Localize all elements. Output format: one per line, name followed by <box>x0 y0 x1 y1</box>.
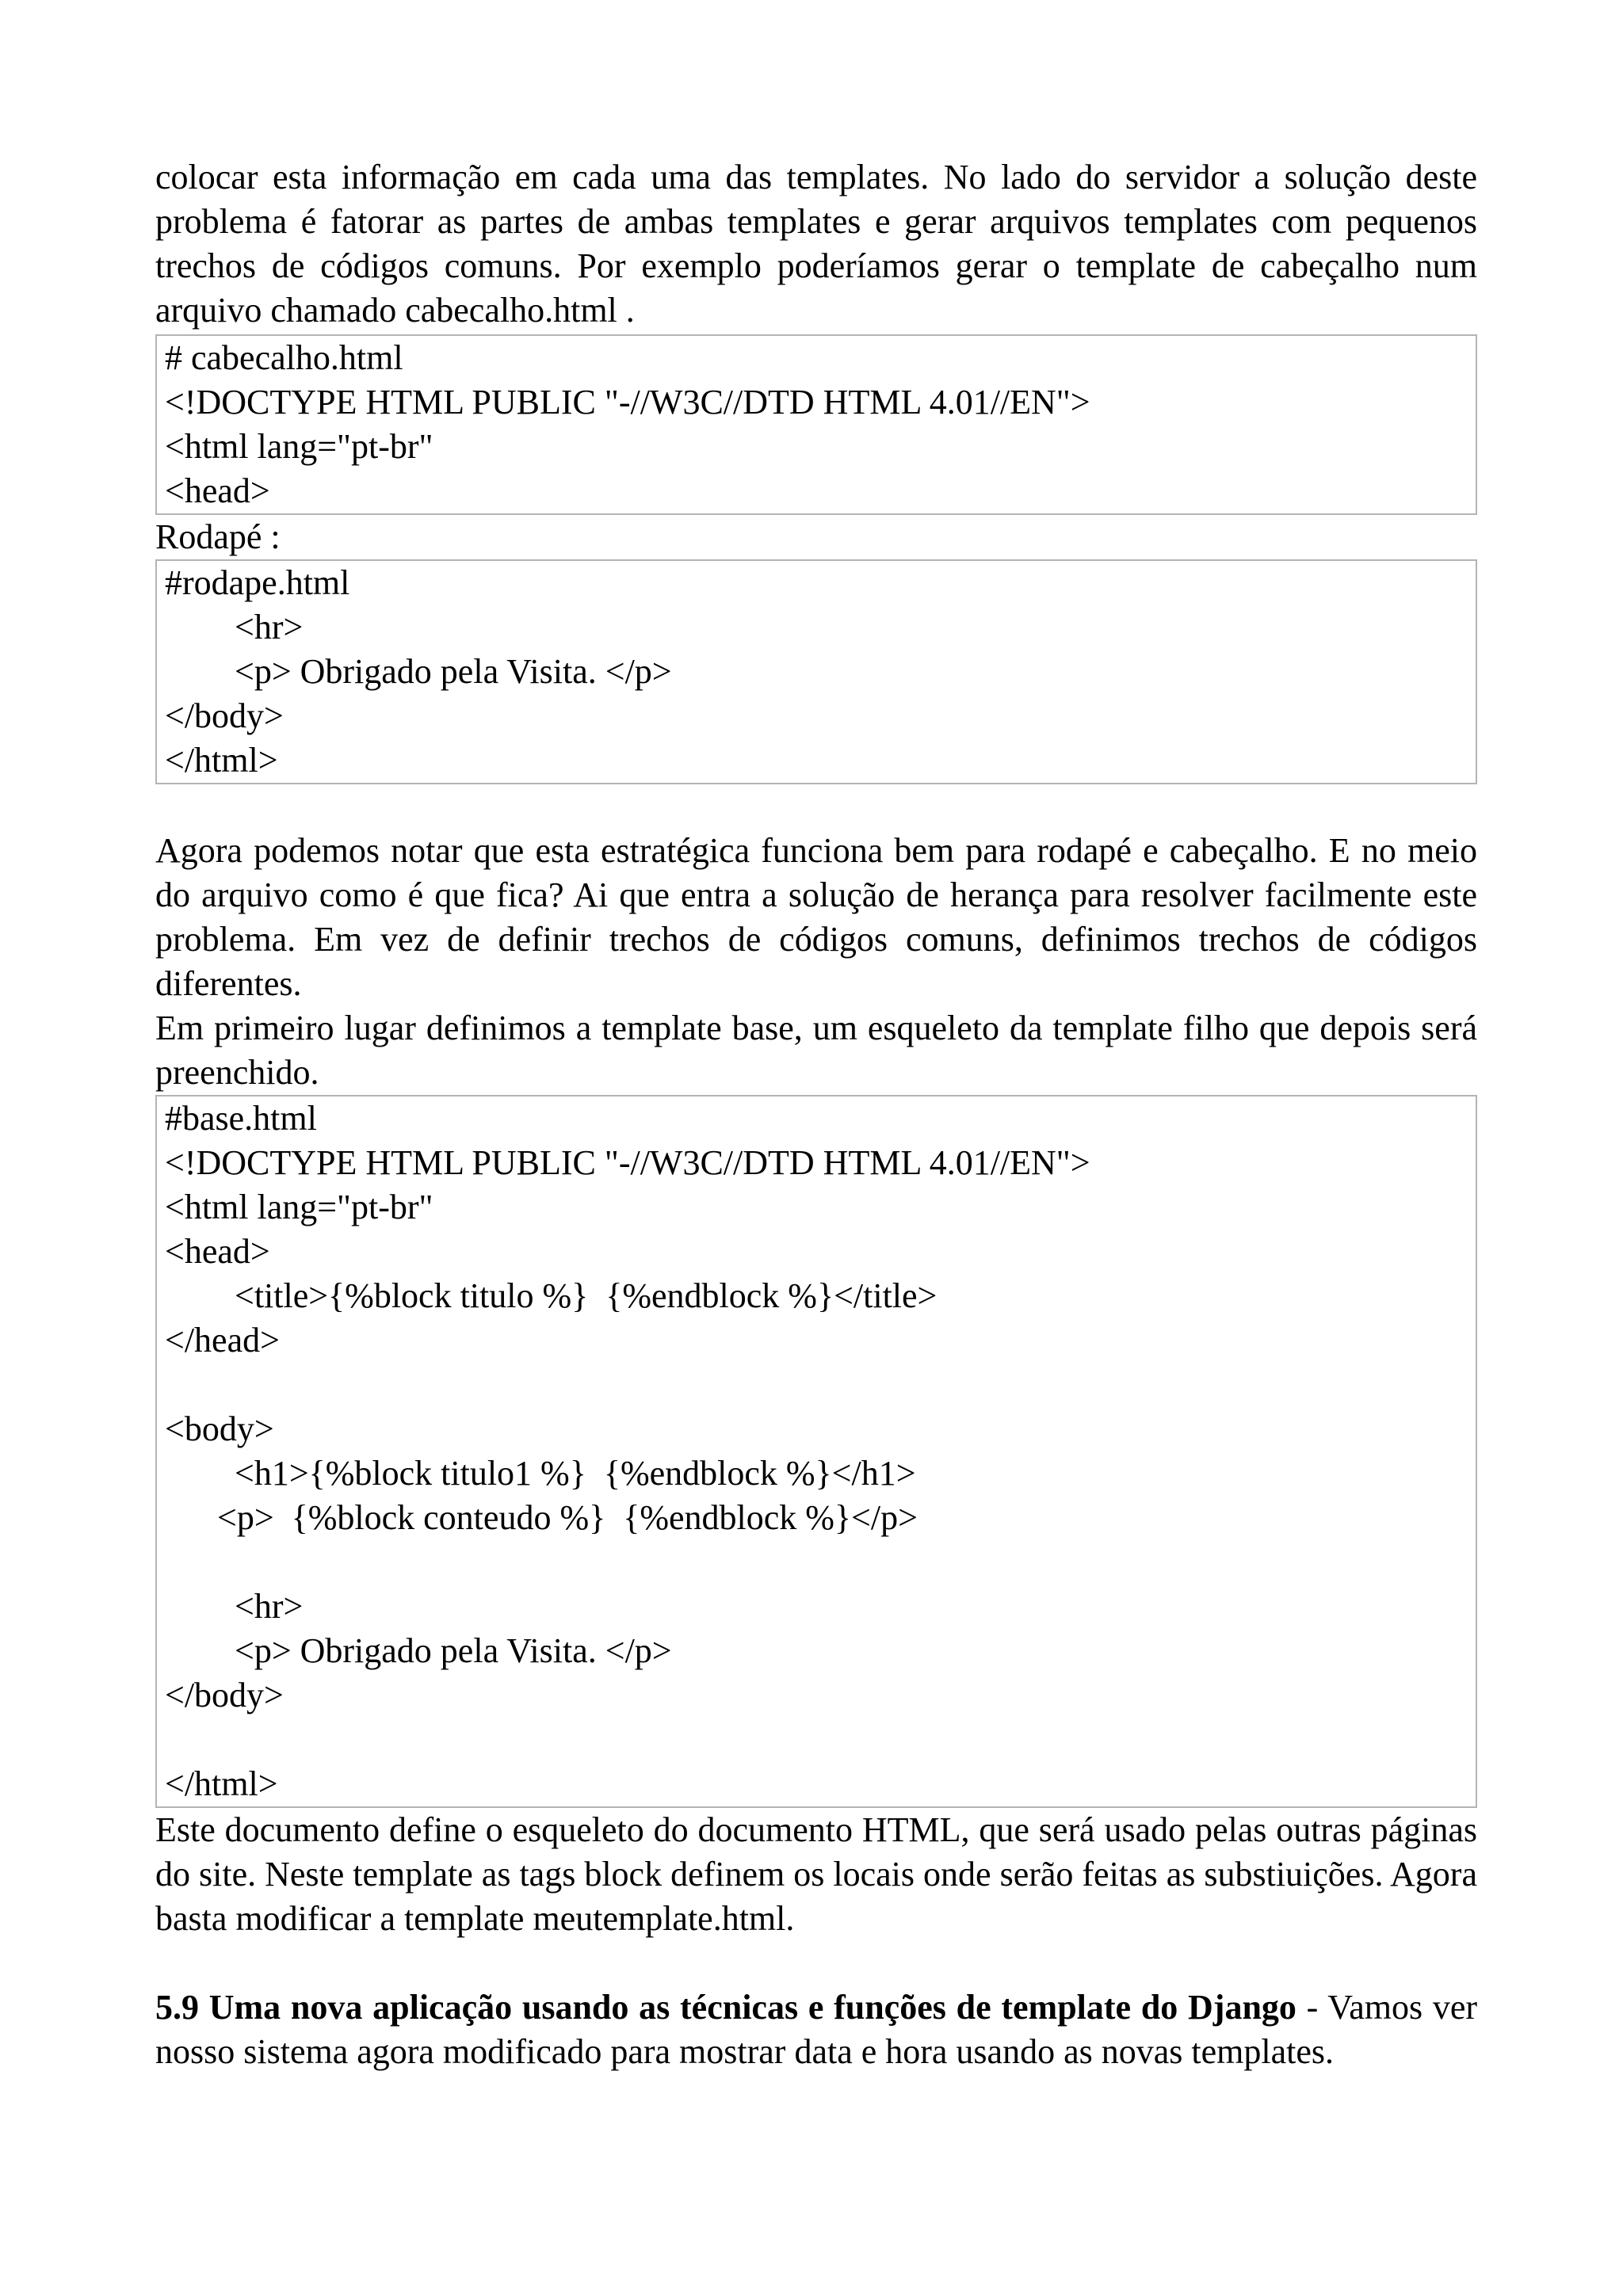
code-line: </html> <box>165 741 278 780</box>
code-line: #base.html <box>165 1099 317 1138</box>
code-block-rodape <box>155 559 1477 784</box>
code-line: <html lang="pt-br" <box>165 427 433 466</box>
section-separator: - <box>1296 1988 1328 2027</box>
code-line: <hr> <box>165 608 304 646</box>
section-heading: 5.9 Uma nova aplicação usando as técnicas e funções de template do Django <box>155 1988 1296 2027</box>
paragraph-este: Este documento define o esqueleto do documento HTML, que será usado pelas outras páginas do site. Neste template as tags block definem os locais onde serão feitas as substiuições. Agora basta modificar a template meutemplate.html. <box>155 1810 1477 1938</box>
code-line <box>165 1363 1476 1407</box>
paragraph-intro: colocar esta informação em cada uma das templates. No lado do servidor a solução deste problema é fatorar as partes de ambas templates e gerar arquivos templates com pequenos trechos de códigos comuns. Por exemplo poderíamos gerar o template de cabeçalho num arquivo chamado cabecalho.html . <box>155 158 1477 330</box>
code-line: <title>{%block titulo %} {%endblock %}</title> <box>165 1276 938 1315</box>
code-line: <body> <box>165 1409 274 1448</box>
code-line: <head> <box>165 471 270 510</box>
text-column <box>155 155 1477 2074</box>
paragraph-primeiro: Em primeiro lugar definimos a template base, um esqueleto da template filho que depois será preenchido. <box>155 1009 1477 1092</box>
code-line: <!DOCTYPE HTML PUBLIC "-//W3C//DTD HTML 4.01//EN"> <box>165 1143 1090 1182</box>
label-rodape: Rodapé : <box>155 517 281 556</box>
section-paragraph <box>155 1985 1477 2074</box>
code-line: #rodape.html <box>165 563 350 602</box>
code-line: <head> <box>165 1232 270 1271</box>
code-line: <p> Obrigado pela Visita. </p> <box>165 652 672 691</box>
section-body: Vamos ver nosso sistema agora modificado para mostrar data e hora usando as novas templates. <box>155 1988 1477 2071</box>
code-line: </head> <box>165 1321 280 1360</box>
code-line <box>165 1540 1476 1585</box>
code-block-base <box>155 1095 1477 1808</box>
code-line: <hr> <box>165 1587 304 1626</box>
code-line: <html lang="pt-br" <box>165 1188 433 1226</box>
code-line <box>165 1718 1476 1762</box>
code-line: </html> <box>165 1764 278 1803</box>
code-line: <p> {%block conteudo %} {%endblock %}</p> <box>165 1498 918 1537</box>
code-line: <h1>{%block titulo1 %} {%endblock %}</h1> <box>165 1454 916 1493</box>
code-line: <!DOCTYPE HTML PUBLIC "-//W3C//DTD HTML 4.01//EN"> <box>165 383 1090 421</box>
code-line: </body> <box>165 1676 284 1714</box>
code-block-cabecalho <box>155 334 1477 515</box>
paragraph-agora: Agora podemos notar que esta estratégica funciona bem para rodapé e cabeçalho. E no meio do arquivo como é que fica? Ai que entra a solução de herança para resolver facilmente este problema. Em vez de definir trechos de códigos comuns, definimos trechos de códigos diferentes. <box>155 831 1477 1003</box>
spacer <box>155 1941 1477 1985</box>
code-line: </body> <box>165 696 284 735</box>
code-line: # cabecalho.html <box>165 338 403 377</box>
spacer <box>155 784 1477 829</box>
code-line: <p> Obrigado pela Visita. </p> <box>165 1631 672 1670</box>
